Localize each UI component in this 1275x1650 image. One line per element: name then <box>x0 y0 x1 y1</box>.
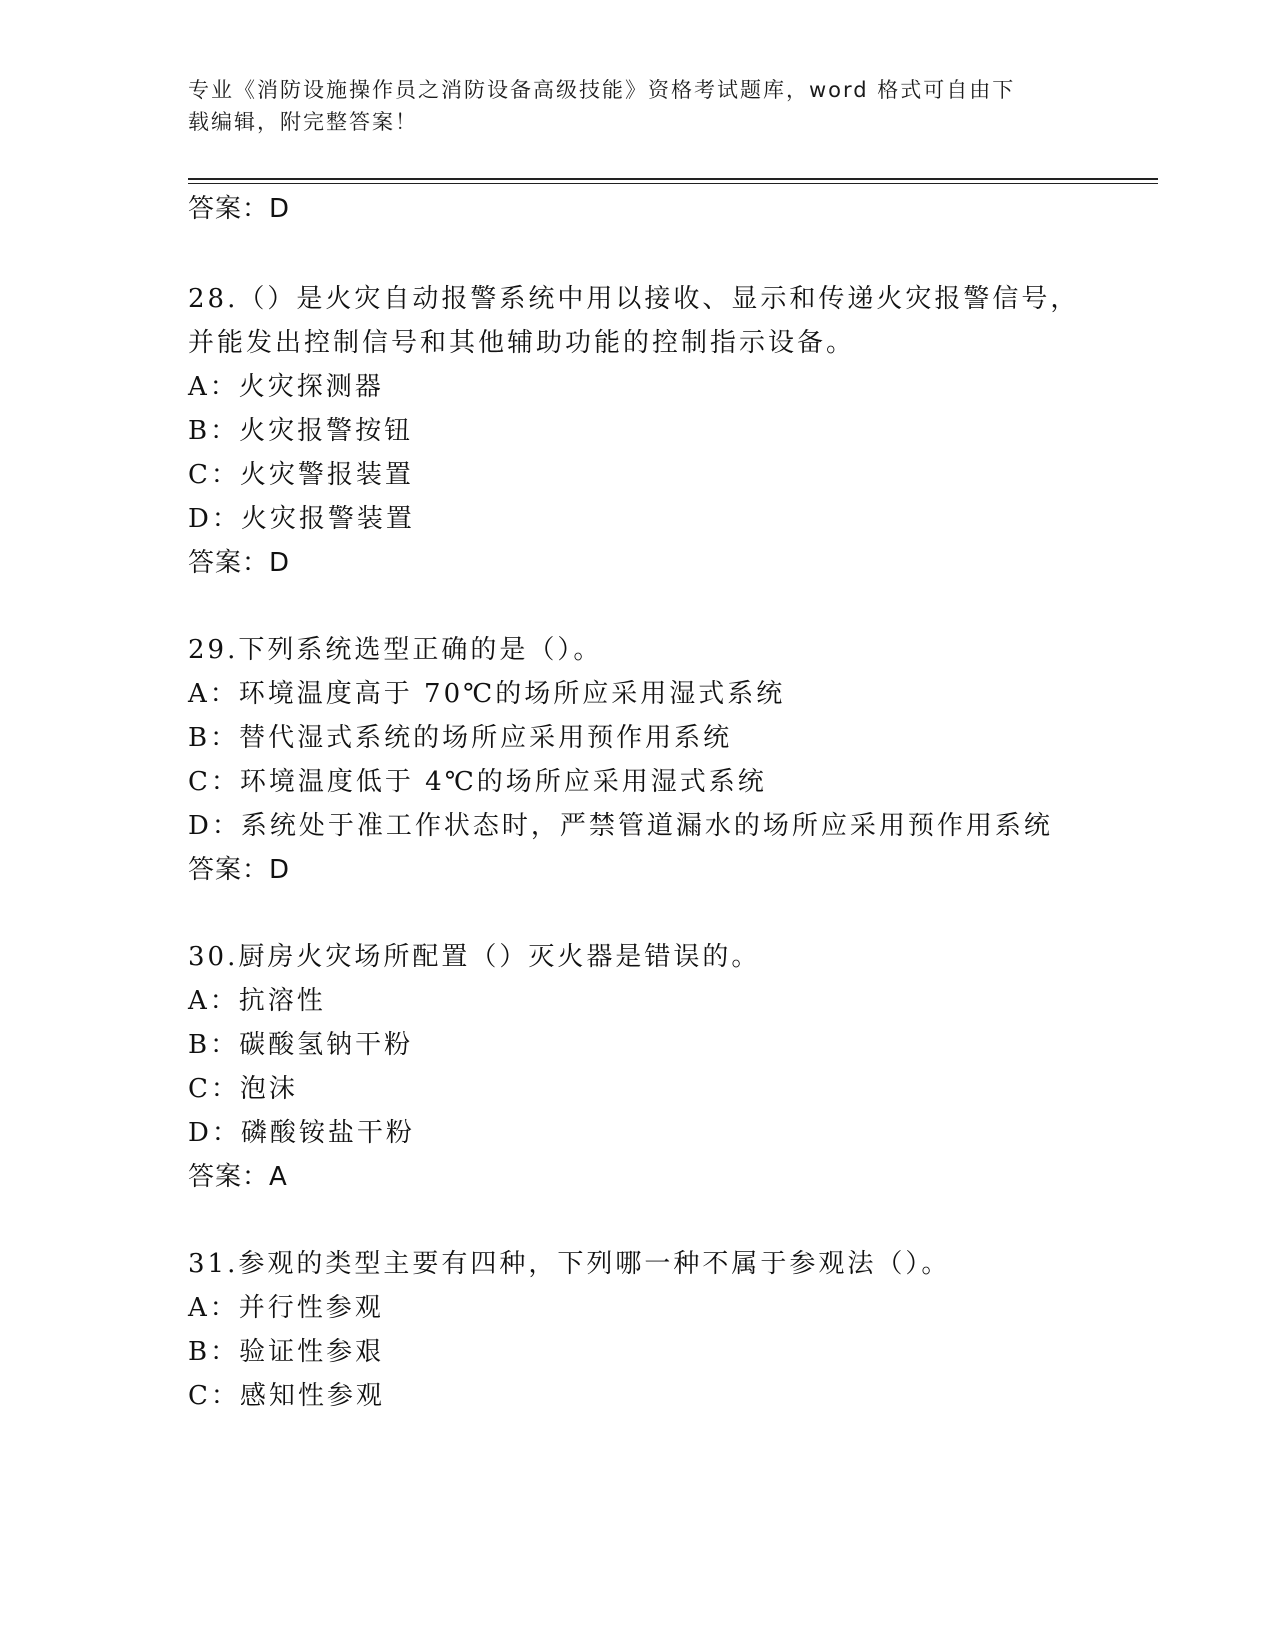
question-28-option-d: D：火灾报警装置 <box>188 504 415 534</box>
question-31-option-c: C：感知性参观 <box>188 1381 385 1411</box>
answer-30: 答案：A <box>188 1162 288 1192</box>
question-31-option-a: A：并行性参观 <box>188 1293 384 1323</box>
page-header <box>188 74 1088 138</box>
question-29-option-b: B：替代湿式系统的场所应采用预作用系统 <box>188 723 733 753</box>
question-28-stem-line-1: 28.（）是火灾自动报警系统中用以接收、显示和传递火灾报警信号， <box>188 284 1080 314</box>
answer-29: 答案：D <box>188 855 291 885</box>
question-31-stem: 31.参观的类型主要有四种，下列哪一种不属于参观法（）。 <box>188 1249 951 1279</box>
header-rule-thick <box>188 178 1158 180</box>
header-rule-thin <box>188 183 1158 184</box>
question-30-option-b: B：碳酸氢钠干粉 <box>188 1030 414 1060</box>
question-30-stem: 30.厨房火灾场所配置（）灭火器是错误的。 <box>188 942 761 972</box>
question-29-stem: 29.下列系统选型正确的是（）。 <box>188 635 603 665</box>
question-29-option-d: D：系统处于准工作状态时，严禁管道漏水的场所应采用预作用系统 <box>188 811 1053 841</box>
question-29-option-c: C：环境温度低于 4℃的场所应采用湿式系统 <box>188 767 767 797</box>
question-30-option-a: A：抗溶性 <box>188 986 326 1016</box>
question-31-option-b: B：验证性参艰 <box>188 1337 385 1367</box>
answer-27: 答案：D <box>188 194 291 224</box>
question-29-option-a: A：环境温度高于 70℃的场所应采用湿式系统 <box>188 679 786 709</box>
question-30-option-c: C：泡沫 <box>188 1074 298 1104</box>
question-28-option-c: C：火灾警报装置 <box>188 460 414 490</box>
question-28-option-a: A：火灾探测器 <box>188 372 384 402</box>
question-28-stem-line-2: 并能发出控制信号和其他辅助功能的控制指示设备。 <box>188 328 856 358</box>
answer-28: 答案：D <box>188 548 291 578</box>
question-28-option-b: B：火灾报警按钮 <box>188 416 414 446</box>
header-line-2: 载编辑，附完整答案！ <box>188 110 418 134</box>
question-30-option-d: D：磷酸铵盐干粉 <box>188 1118 415 1148</box>
header-line-1: 专业《消防设施操作员之消防设备高级技能》资格考试题库，word 格式可自由下 <box>188 78 1016 102</box>
